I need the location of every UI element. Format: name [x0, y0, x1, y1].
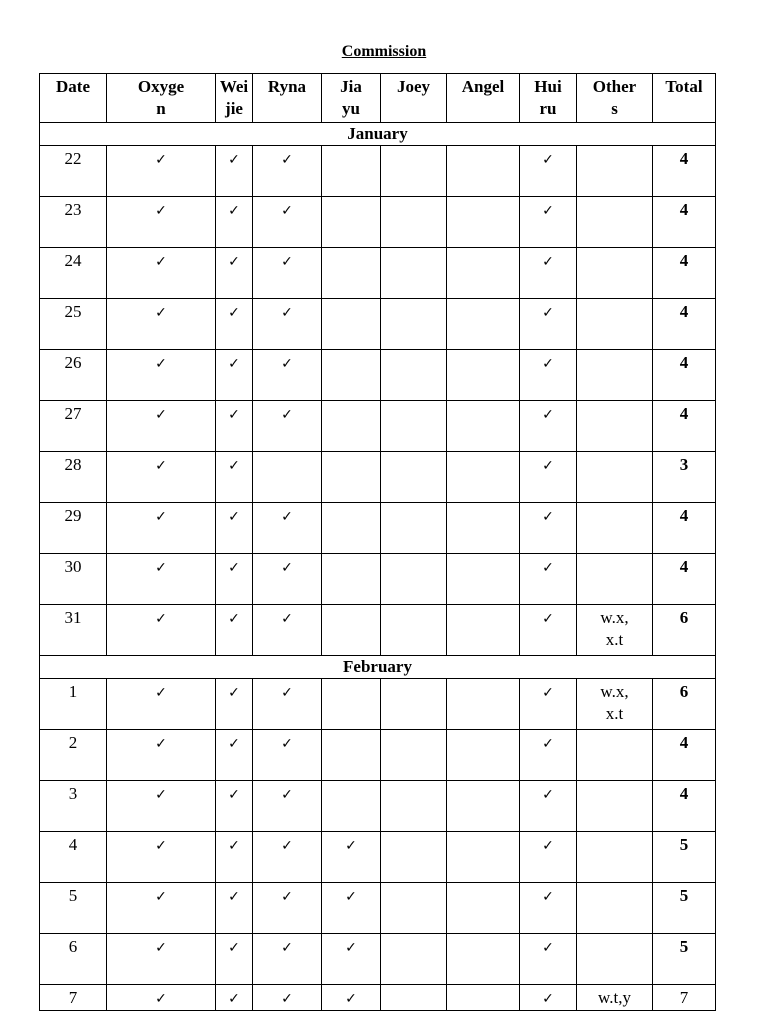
- check-icon: ✓: [542, 407, 554, 423]
- check-cell: [216, 197, 253, 248]
- check-icon: ✓: [228, 509, 240, 525]
- check-cell: [253, 781, 322, 832]
- check-icon: ✓: [155, 152, 167, 168]
- check-cell: [447, 883, 520, 934]
- check-cell: [381, 248, 447, 299]
- check-cell: [447, 197, 520, 248]
- check-icon: ✓: [542, 611, 554, 627]
- check-cell: [447, 503, 520, 554]
- others-cell: [577, 350, 653, 401]
- check-icon: ✓: [155, 458, 167, 474]
- month-label: January: [40, 123, 716, 146]
- total-cell: 6: [653, 605, 716, 656]
- others-cell: [577, 832, 653, 883]
- check-cell: [107, 934, 216, 985]
- date-cell: 7: [40, 985, 107, 1011]
- check-cell: [447, 350, 520, 401]
- check-cell: [381, 452, 447, 503]
- check-icon: ✓: [281, 736, 293, 752]
- check-icon: ✓: [281, 889, 293, 905]
- check-cell: [520, 679, 577, 730]
- check-cell: [107, 554, 216, 605]
- check-cell: [216, 350, 253, 401]
- check-cell: [381, 781, 447, 832]
- check-cell: [107, 146, 216, 197]
- check-icon: ✓: [155, 356, 167, 372]
- check-cell: [253, 883, 322, 934]
- check-icon: ✓: [542, 152, 554, 168]
- check-icon: ✓: [228, 940, 240, 956]
- total-cell: 5: [653, 934, 716, 985]
- check-icon: ✓: [542, 838, 554, 854]
- check-icon: ✓: [542, 560, 554, 576]
- check-cell: [216, 554, 253, 605]
- check-icon: ✓: [281, 407, 293, 423]
- check-cell: [447, 248, 520, 299]
- check-cell: [253, 934, 322, 985]
- check-cell: [381, 605, 447, 656]
- check-cell: [216, 401, 253, 452]
- check-cell: [447, 605, 520, 656]
- check-cell: [447, 299, 520, 350]
- others-cell: [577, 781, 653, 832]
- table-row: [40, 832, 716, 883]
- total-cell: 4: [653, 781, 716, 832]
- check-cell: [447, 146, 520, 197]
- check-icon: ✓: [542, 305, 554, 321]
- check-cell: [520, 554, 577, 605]
- check-icon: ✓: [345, 940, 357, 956]
- check-cell: [107, 679, 216, 730]
- check-icon: ✓: [155, 889, 167, 905]
- check-cell: [447, 781, 520, 832]
- check-cell: [322, 248, 381, 299]
- table-row: [40, 554, 716, 605]
- check-icon: ✓: [345, 889, 357, 905]
- check-cell: [216, 605, 253, 656]
- check-icon: ✓: [542, 787, 554, 803]
- total-cell: 5: [653, 883, 716, 934]
- total-cell: 4: [653, 197, 716, 248]
- column-header: Total: [653, 74, 716, 123]
- check-cell: [322, 554, 381, 605]
- check-cell: [381, 197, 447, 248]
- column-header: Jia yu: [322, 74, 381, 123]
- check-icon: ✓: [281, 685, 293, 701]
- check-cell: [107, 350, 216, 401]
- others-cell: [577, 934, 653, 985]
- table-row: [40, 781, 716, 832]
- date-cell: 5: [40, 883, 107, 934]
- check-cell: [322, 197, 381, 248]
- check-cell: [381, 883, 447, 934]
- check-cell: [447, 679, 520, 730]
- check-cell: [381, 350, 447, 401]
- check-icon: ✓: [228, 889, 240, 905]
- check-cell: [253, 985, 322, 1011]
- month-row: [40, 656, 716, 679]
- check-cell: [447, 554, 520, 605]
- check-icon: ✓: [542, 889, 554, 905]
- check-icon: ✓: [542, 458, 554, 474]
- date-cell: 24: [40, 248, 107, 299]
- check-cell: [520, 197, 577, 248]
- others-cell: [577, 503, 653, 554]
- check-cell: [253, 832, 322, 883]
- check-icon: ✓: [281, 203, 293, 219]
- check-cell: [381, 554, 447, 605]
- table-row: [40, 679, 716, 730]
- month-label: February: [40, 656, 716, 679]
- check-icon: ✓: [345, 991, 357, 1007]
- check-cell: [520, 605, 577, 656]
- check-icon: ✓: [228, 407, 240, 423]
- table-row: [40, 985, 716, 1011]
- check-cell: [253, 248, 322, 299]
- check-icon: ✓: [281, 991, 293, 1007]
- total-cell: 4: [653, 554, 716, 605]
- check-cell: [322, 605, 381, 656]
- check-cell: [253, 452, 322, 503]
- check-icon: ✓: [155, 407, 167, 423]
- check-icon: ✓: [281, 838, 293, 854]
- check-cell: [520, 401, 577, 452]
- month-row: [40, 123, 716, 146]
- check-cell: [216, 985, 253, 1011]
- check-cell: [520, 452, 577, 503]
- check-cell: [520, 503, 577, 554]
- check-icon: ✓: [542, 991, 554, 1007]
- check-cell: [107, 730, 216, 781]
- total-cell: 4: [653, 401, 716, 452]
- date-cell: 6: [40, 934, 107, 985]
- total-cell: 3: [653, 452, 716, 503]
- date-cell: 30: [40, 554, 107, 605]
- table-row: [40, 883, 716, 934]
- check-icon: ✓: [228, 611, 240, 627]
- check-cell: [447, 452, 520, 503]
- check-cell: [107, 832, 216, 883]
- column-header: Ryna: [253, 74, 322, 123]
- table-row: [40, 934, 716, 985]
- check-cell: [253, 554, 322, 605]
- check-cell: [322, 401, 381, 452]
- date-cell: 25: [40, 299, 107, 350]
- check-cell: [381, 985, 447, 1011]
- check-cell: [216, 781, 253, 832]
- check-cell: [216, 883, 253, 934]
- column-header: Wei jie: [216, 74, 253, 123]
- check-icon: ✓: [281, 152, 293, 168]
- check-cell: [322, 299, 381, 350]
- table-row: [40, 730, 716, 781]
- date-cell: 28: [40, 452, 107, 503]
- check-cell: [520, 985, 577, 1011]
- check-cell: [322, 146, 381, 197]
- check-cell: [381, 299, 447, 350]
- check-icon: ✓: [281, 940, 293, 956]
- check-cell: [381, 503, 447, 554]
- check-cell: [447, 730, 520, 781]
- total-cell: 6: [653, 679, 716, 730]
- check-icon: ✓: [155, 254, 167, 270]
- check-cell: [216, 730, 253, 781]
- total-cell: 4: [653, 350, 716, 401]
- others-cell: w.x, x.t: [577, 605, 653, 656]
- check-cell: [107, 452, 216, 503]
- check-cell: [216, 503, 253, 554]
- check-cell: [520, 350, 577, 401]
- check-cell: [253, 350, 322, 401]
- check-cell: [253, 401, 322, 452]
- date-cell: 22: [40, 146, 107, 197]
- table-row: [40, 197, 716, 248]
- table-row: [40, 452, 716, 503]
- others-cell: [577, 554, 653, 605]
- check-cell: [253, 730, 322, 781]
- check-cell: [447, 832, 520, 883]
- date-cell: 23: [40, 197, 107, 248]
- table-row: [40, 605, 716, 656]
- check-icon: ✓: [228, 356, 240, 372]
- check-icon: ✓: [155, 509, 167, 525]
- check-cell: [381, 832, 447, 883]
- table-row: [40, 503, 716, 554]
- column-header: Angel: [447, 74, 520, 123]
- check-cell: [520, 832, 577, 883]
- date-cell: 1: [40, 679, 107, 730]
- check-cell: [107, 197, 216, 248]
- check-cell: [253, 605, 322, 656]
- check-cell: [216, 248, 253, 299]
- check-cell: [253, 146, 322, 197]
- document-title: Commission: [341, 43, 427, 60]
- table-row: [40, 146, 716, 197]
- check-cell: [322, 503, 381, 554]
- check-cell: [520, 146, 577, 197]
- check-cell: [107, 883, 216, 934]
- check-icon: ✓: [542, 356, 554, 372]
- check-icon: ✓: [281, 509, 293, 525]
- check-cell: [107, 401, 216, 452]
- check-cell: [322, 350, 381, 401]
- check-cell: [381, 679, 447, 730]
- check-cell: [381, 934, 447, 985]
- date-cell: 31: [40, 605, 107, 656]
- check-cell: [322, 985, 381, 1011]
- header-row: [40, 74, 716, 123]
- check-cell: [520, 883, 577, 934]
- total-cell: 4: [653, 730, 716, 781]
- check-cell: [253, 503, 322, 554]
- date-cell: 2: [40, 730, 107, 781]
- column-header: Other s: [577, 74, 653, 123]
- check-cell: [520, 730, 577, 781]
- check-cell: [381, 146, 447, 197]
- check-icon: ✓: [155, 991, 167, 1007]
- check-icon: ✓: [228, 305, 240, 321]
- check-icon: ✓: [228, 787, 240, 803]
- total-cell: 4: [653, 503, 716, 554]
- check-cell: [381, 401, 447, 452]
- check-cell: [322, 679, 381, 730]
- check-icon: ✓: [542, 685, 554, 701]
- check-icon: ✓: [155, 787, 167, 803]
- check-cell: [520, 299, 577, 350]
- others-cell: [577, 730, 653, 781]
- check-icon: ✓: [228, 838, 240, 854]
- others-cell: [577, 248, 653, 299]
- total-cell: 5: [653, 832, 716, 883]
- check-cell: [253, 197, 322, 248]
- check-icon: ✓: [281, 254, 293, 270]
- check-icon: ✓: [228, 254, 240, 270]
- others-cell: [577, 197, 653, 248]
- check-icon: ✓: [281, 787, 293, 803]
- check-icon: ✓: [542, 254, 554, 270]
- check-icon: ✓: [228, 152, 240, 168]
- check-icon: ✓: [155, 736, 167, 752]
- check-cell: [216, 679, 253, 730]
- check-cell: [322, 781, 381, 832]
- check-cell: [107, 299, 216, 350]
- check-cell: [447, 985, 520, 1011]
- check-cell: [216, 146, 253, 197]
- others-cell: [577, 883, 653, 934]
- check-icon: ✓: [281, 611, 293, 627]
- date-cell: 27: [40, 401, 107, 452]
- check-icon: ✓: [281, 356, 293, 372]
- check-cell: [216, 832, 253, 883]
- table-row: [40, 248, 716, 299]
- table-row: [40, 401, 716, 452]
- check-cell: [107, 985, 216, 1011]
- check-cell: [322, 934, 381, 985]
- others-cell: w.x, x.t: [577, 679, 653, 730]
- check-cell: [381, 730, 447, 781]
- check-cell: [447, 401, 520, 452]
- total-cell: 4: [653, 299, 716, 350]
- date-cell: 3: [40, 781, 107, 832]
- check-cell: [322, 883, 381, 934]
- column-header: Joey: [381, 74, 447, 123]
- check-cell: [107, 605, 216, 656]
- check-cell: [520, 248, 577, 299]
- check-icon: ✓: [155, 560, 167, 576]
- table-row: [40, 350, 716, 401]
- check-icon: ✓: [542, 509, 554, 525]
- check-cell: [107, 503, 216, 554]
- check-icon: ✓: [228, 736, 240, 752]
- others-cell: [577, 401, 653, 452]
- check-cell: [216, 299, 253, 350]
- column-header: Oxyge n: [107, 74, 216, 123]
- others-cell: [577, 452, 653, 503]
- check-icon: ✓: [155, 940, 167, 956]
- check-icon: ✓: [542, 940, 554, 956]
- others-cell: [577, 146, 653, 197]
- total-cell: 7: [653, 985, 716, 1011]
- check-cell: [322, 730, 381, 781]
- check-icon: ✓: [542, 736, 554, 752]
- check-icon: ✓: [542, 203, 554, 219]
- check-cell: [253, 299, 322, 350]
- check-cell: [322, 832, 381, 883]
- check-icon: ✓: [228, 685, 240, 701]
- check-icon: ✓: [345, 838, 357, 854]
- date-cell: 4: [40, 832, 107, 883]
- check-icon: ✓: [155, 203, 167, 219]
- table-body: [40, 123, 716, 1011]
- check-cell: [107, 248, 216, 299]
- check-icon: ✓: [281, 560, 293, 576]
- check-cell: [520, 781, 577, 832]
- others-cell: w.t,y: [577, 985, 653, 1011]
- total-cell: 4: [653, 248, 716, 299]
- check-cell: [447, 934, 520, 985]
- commission-table: [39, 73, 716, 1011]
- check-icon: ✓: [155, 611, 167, 627]
- total-cell: 4: [653, 146, 716, 197]
- check-cell: [322, 452, 381, 503]
- check-icon: ✓: [228, 458, 240, 474]
- check-cell: [216, 934, 253, 985]
- table-row: [40, 299, 716, 350]
- check-cell: [253, 679, 322, 730]
- check-icon: ✓: [228, 991, 240, 1007]
- column-header: Date: [40, 74, 107, 123]
- check-icon: ✓: [228, 560, 240, 576]
- check-icon: ✓: [228, 203, 240, 219]
- check-cell: [107, 781, 216, 832]
- date-cell: 26: [40, 350, 107, 401]
- check-cell: [520, 934, 577, 985]
- check-icon: ✓: [155, 685, 167, 701]
- date-cell: 29: [40, 503, 107, 554]
- check-icon: ✓: [155, 838, 167, 854]
- check-icon: ✓: [281, 305, 293, 321]
- check-cell: [216, 452, 253, 503]
- column-header: Hui ru: [520, 74, 577, 123]
- check-icon: ✓: [155, 305, 167, 321]
- others-cell: [577, 299, 653, 350]
